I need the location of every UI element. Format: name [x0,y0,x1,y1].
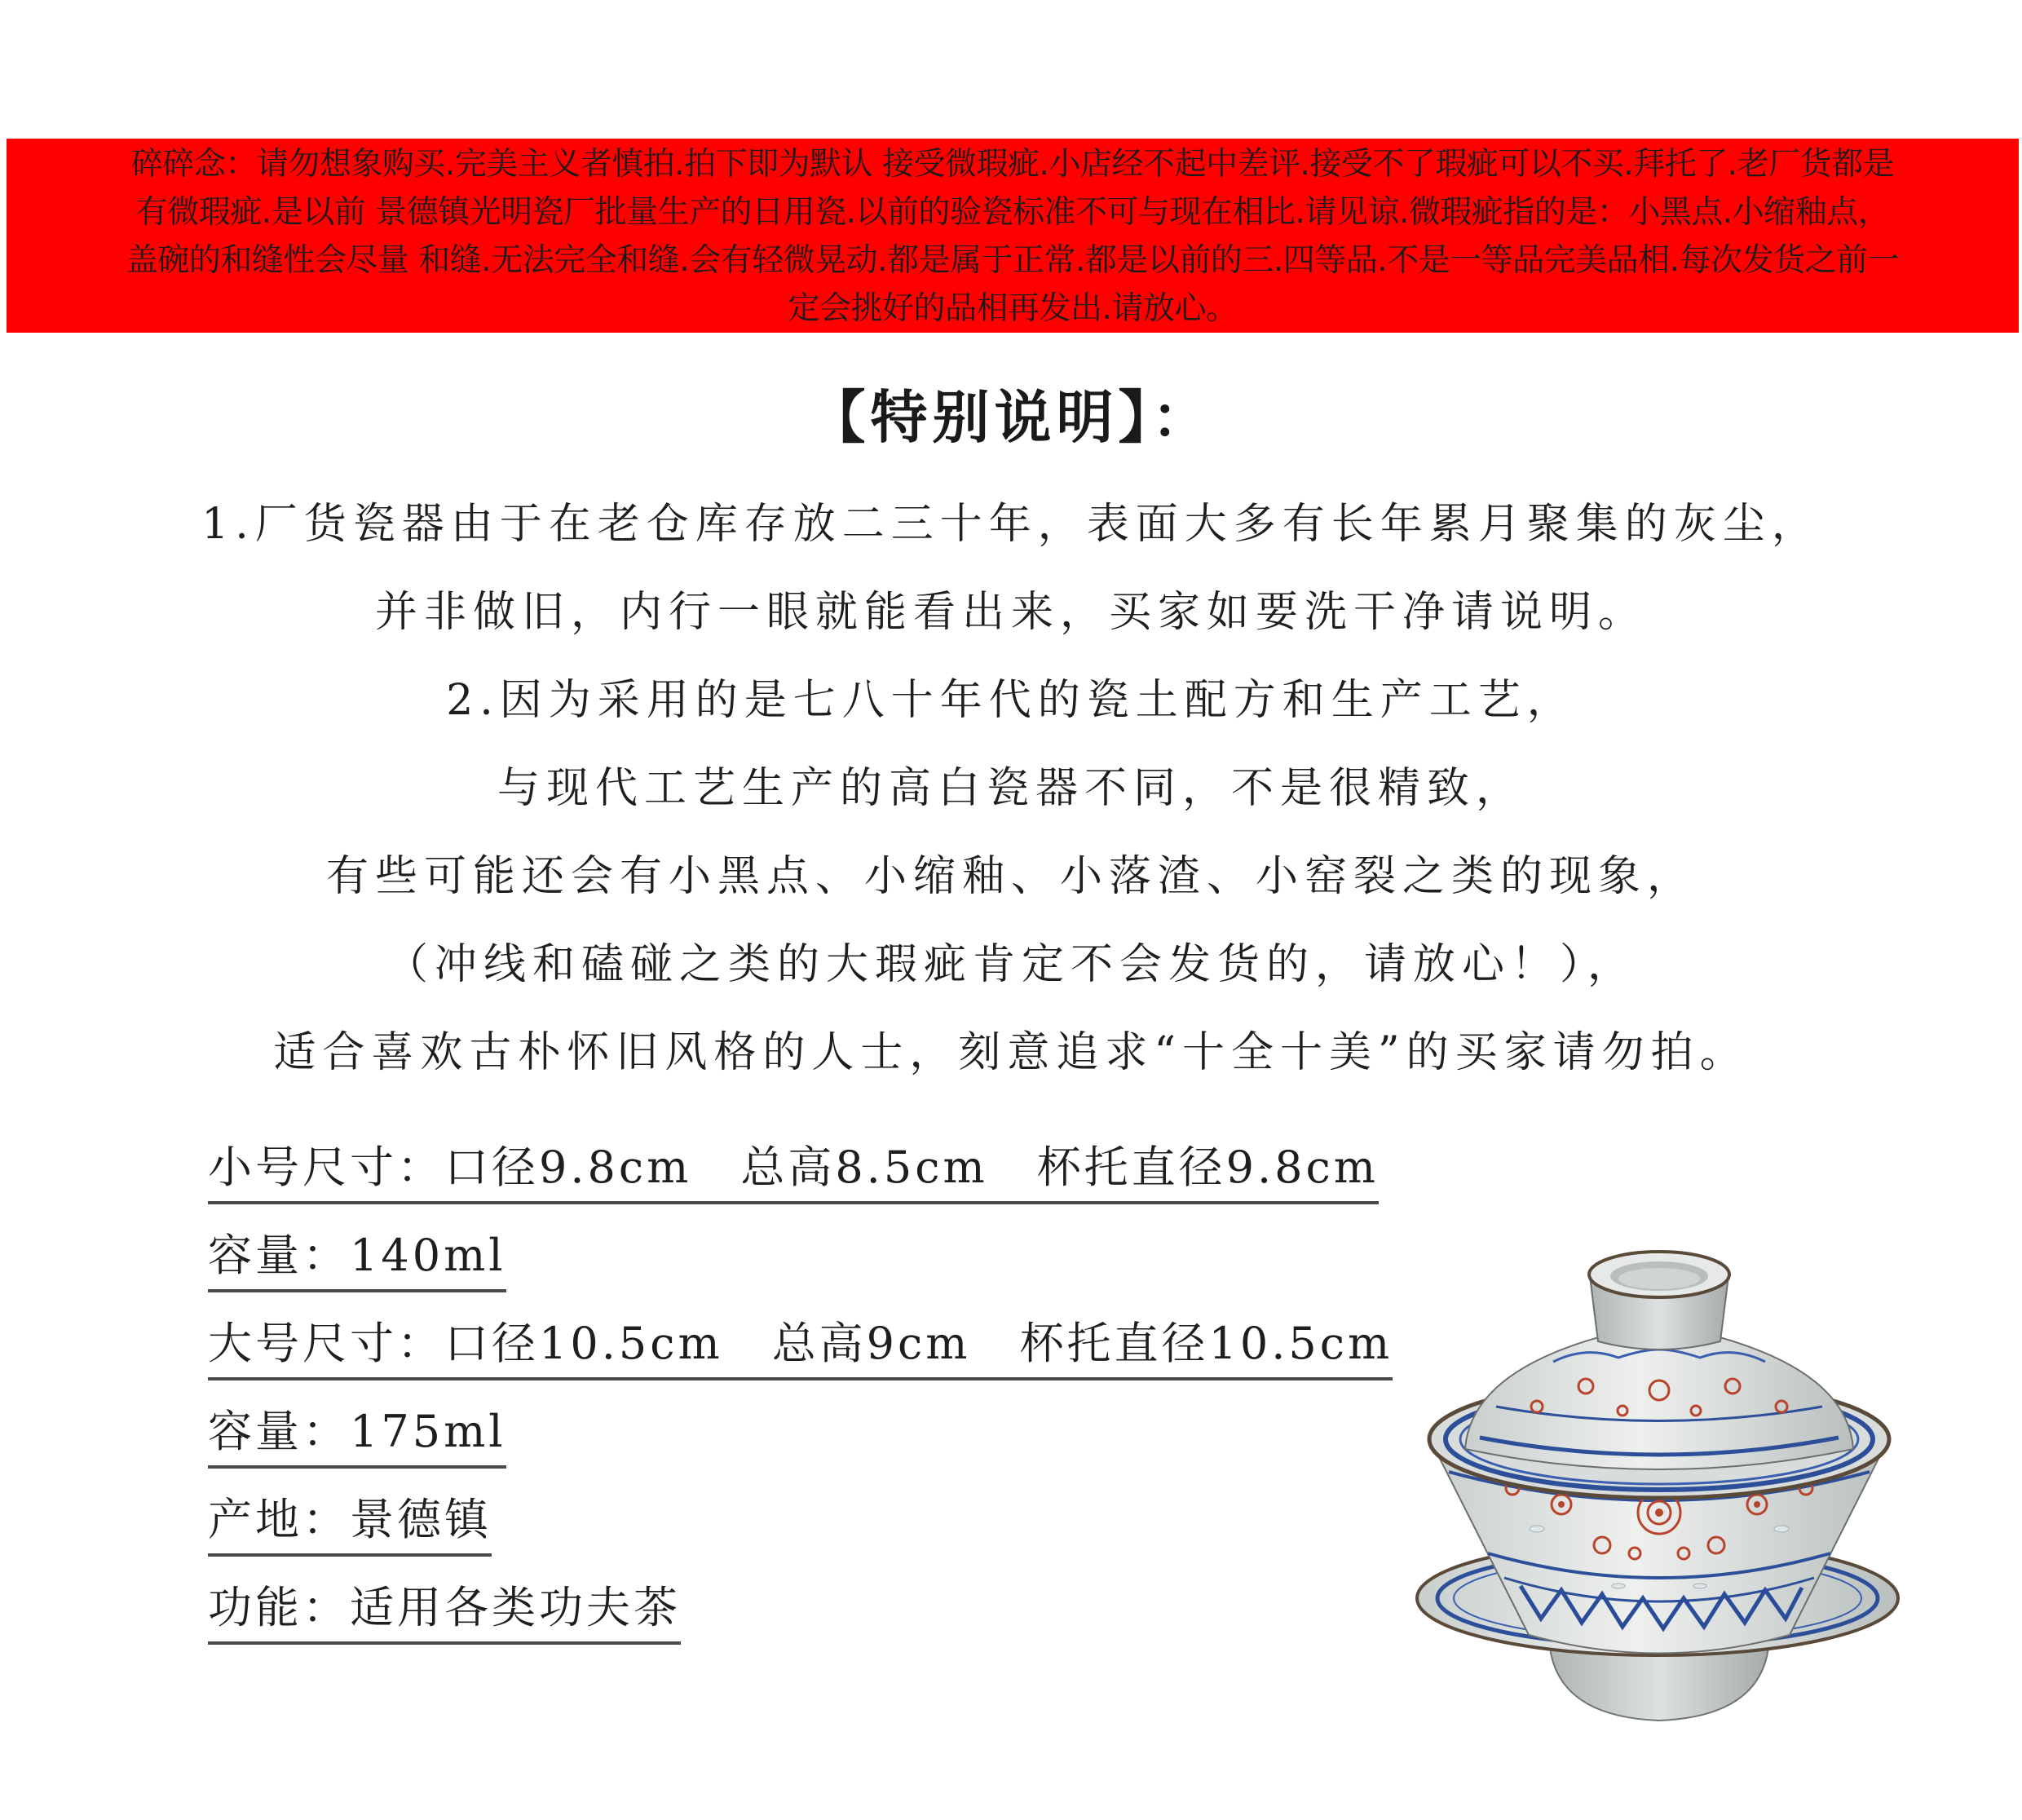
special-note-line: 与现代工艺生产的高白瓷器不同，不是很精致， [497,764,1525,813]
notice-line: 盖碗的和缝性会尽量 和缝.无法完全和缝.会有轻微晃动.都是属于正常.都是以前的三.四等品.不是一等品完美品相.每次发货之前一 [126,242,1900,279]
spec-function: 功能：适用各类功夫茶 [208,1578,681,1645]
notice-line: 定会挑好的品相再发出.请放心。 [788,290,1238,327]
spec-large-capacity: 容量：175ml [208,1402,506,1469]
notice-banner [7,139,2019,333]
special-notes-heading: 【特别说明】： [808,383,1214,451]
spec-large-height: 总高9cm [771,1318,971,1369]
special-note-line: 并非做旧，内行一眼就能看出来，买家如要洗干净请说明。 [374,588,1647,637]
spec-small-mouth: 口径9.8cm [444,1142,692,1193]
special-note-line: 有些可能还会有小黑点、小缩釉、小落渣、小窑裂之类的现象， [325,852,1696,901]
special-note-line: 1.厂货瓷器由于在老仓库存放二三十年，表面大多有长年累月聚集的灰尘， [201,500,1821,549]
spec-small-height: 总高8.5cm [740,1142,988,1193]
special-note-line: 2.因为采用的是七八十年代的瓷土配方和生产工艺， [446,676,1576,725]
spec-large-size-label: 大号尺寸： [208,1318,444,1369]
gaiwan-product-image [1398,1227,1920,1733]
spec-small-capacity: 容量：140ml [208,1226,506,1292]
spec-large-size [208,1314,1393,1380]
spec-small-size [208,1138,1379,1204]
notice-line: 碎碎念：请勿想象购买.完美主义者慎拍.拍下即为默认 接受微瑕疵.小店经不起中差评.接受不了瑕疵可以不买.拜托了.老厂货都是 [130,146,1895,183]
spec-origin: 产地：景德镇 [208,1490,492,1557]
special-note-line: （冲线和磕碰之类的大瑕疵肯定不会发货的，请放心！）， [385,940,1636,989]
notice-line: 有微瑕疵.是以前 景德镇光明瓷厂批量生产的日用瓷.以前的验瓷标准不可与现在相比.请见谅.微瑕疵指的是：小黑点.小缩釉点， [135,194,1890,231]
spec-large-mouth: 口径10.5cm [444,1318,723,1369]
spec-large-saucer: 杯托直径10.5cm [1019,1318,1393,1369]
spec-small-size-label: 小号尺寸： [208,1142,444,1193]
spec-small-saucer: 杯托直径9.8cm [1036,1142,1379,1193]
special-note-line: 适合喜欢古朴怀旧风格的人士，刻意追求“十全十美”的买家请勿拍。 [273,1028,1749,1077]
